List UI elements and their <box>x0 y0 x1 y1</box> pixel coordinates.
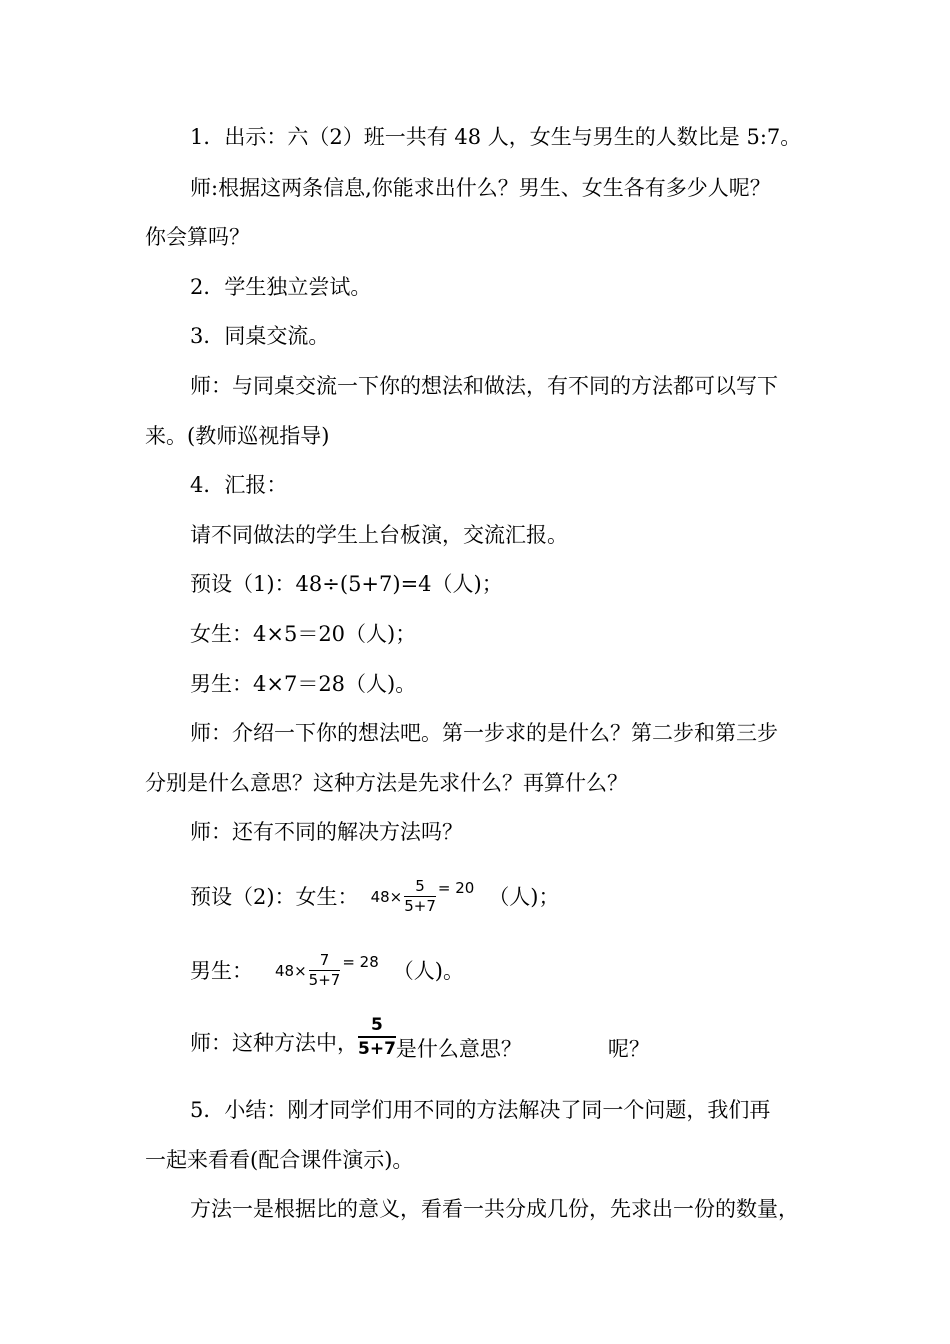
male-2-line <box>190 952 464 989</box>
text-line-23: 方法一是根据比的意义，看看一共分成几份，先求出一份的数量， <box>190 1197 799 1221</box>
fraction-bar <box>358 1036 396 1038</box>
text-line-8: 4．汇报： <box>190 473 288 497</box>
fraction-numerator: 7 <box>319 951 330 969</box>
text-line-3: 你会算吗？ <box>145 225 250 249</box>
text-line-11: 女生：4×5＝20（人)； <box>190 622 417 646</box>
preset-2-suffix: （人)； <box>488 884 560 909</box>
preset-2-fraction <box>404 878 436 915</box>
text-line-1: 1．出示：六（2）班一共有 48 人，女生与男生的人数比是 5:7。 <box>190 125 802 149</box>
question-middle: 是什么意思？ <box>395 1037 522 1061</box>
preset-2-prefix: 预设（2)：女生： <box>190 884 359 909</box>
male-2-fraction <box>309 952 341 989</box>
male-2-prefix: 男生： <box>190 958 253 983</box>
question-suffix: 呢？ <box>607 1037 650 1061</box>
text-line-12: 男生：4×7＝28（人)。 <box>190 672 417 696</box>
text-line-10: 预设（1)：48÷(5+7)=4（人)； <box>190 572 503 596</box>
fraction-numerator: 5 <box>371 1015 383 1035</box>
text-line-9: 请不同做法的学生上台板演，交流汇报。 <box>190 523 568 547</box>
male-2-suffix: （人)。 <box>392 958 464 983</box>
question-prefix: 师：这种方法中， <box>190 1031 358 1055</box>
male-2-factor: 48× <box>275 961 307 980</box>
text-line-5: 3．同桌交流。 <box>190 324 330 348</box>
text-line-6: 师：与同桌交流一下你的想法和做法，有不同的方法都可以写下 <box>190 374 778 398</box>
fraction-denominator: 5+7 <box>308 971 341 989</box>
text-line-22: 一起来看看(配合课件演示)。 <box>145 1148 414 1172</box>
fraction-denominator: 5+7 <box>404 897 436 915</box>
text-line-14: 分别是什么意思？这种方法是先求什么？再算什么？ <box>145 771 628 795</box>
text-line-4: 2．学生独立尝试。 <box>190 275 372 299</box>
preset-2-line <box>190 878 560 915</box>
text-line-15: 师：还有不同的解决方法吗？ <box>190 820 463 844</box>
question-fraction <box>358 1015 396 1059</box>
preset-2-formula <box>371 878 475 915</box>
text-line-21: 5．小结：刚才同学们用不同的方法解决了同一个问题，我们再 <box>190 1098 771 1122</box>
text-line-7: 来。(教师巡视指导) <box>145 424 330 448</box>
preset-2-result: = 20 <box>437 878 475 897</box>
male-2-result: = 28 <box>342 952 379 971</box>
fraction-denominator: 5+7 <box>358 1039 396 1059</box>
text-line-2: 师:根据这两条信息,你能求出什么？男生、女生各有多少人呢？ <box>190 176 771 200</box>
fraction-numerator: 5 <box>415 877 425 895</box>
question-line <box>190 1015 650 1062</box>
text-line-13: 师：介绍一下你的想法吧。第一步求的是什么？第二步和第三步 <box>190 721 778 745</box>
preset-2-factor: 48× <box>370 887 403 906</box>
male-2-formula <box>275 952 379 989</box>
